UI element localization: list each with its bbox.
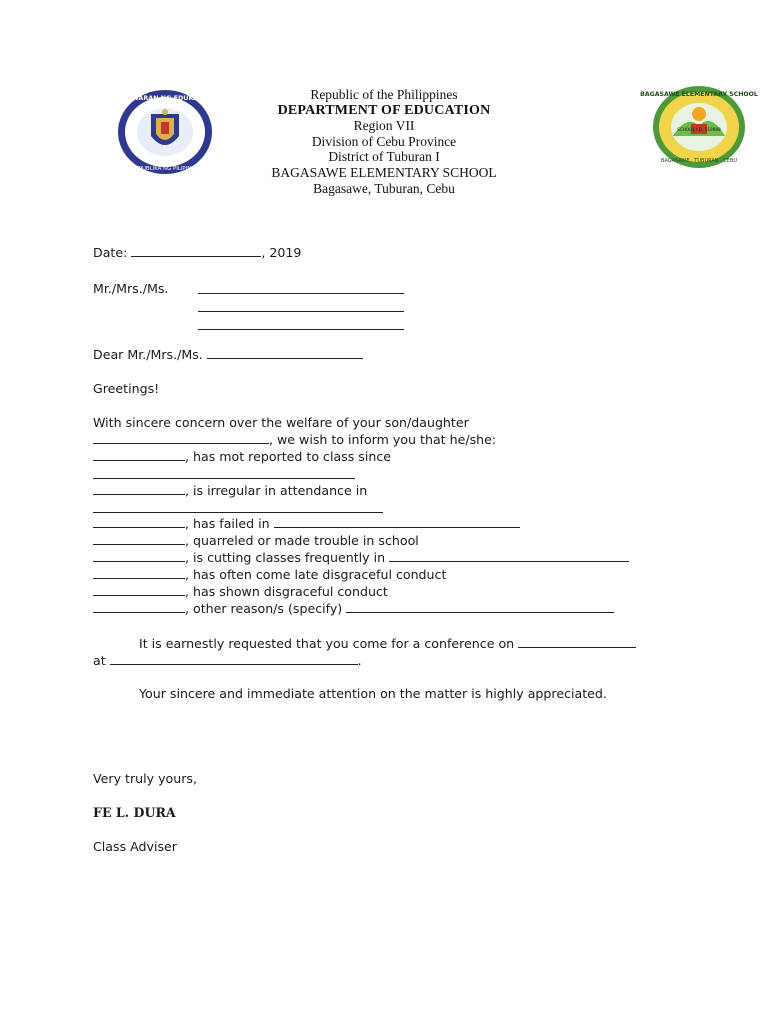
appreciation-line: Your sincere and immediate attention on the matter is highly appreciated. — [139, 686, 607, 701]
recipient-blank-2[interactable] — [198, 310, 404, 312]
item-line — [93, 601, 614, 616]
item-line — [93, 533, 419, 548]
item-line — [93, 516, 520, 531]
item-line — [93, 567, 446, 582]
request-text: It is earnestly requested that you come for a conference on — [139, 636, 515, 651]
request-at: at — [93, 653, 106, 668]
republic-line: Republic of the Philippines — [310, 87, 458, 102]
request-at-line — [93, 653, 362, 668]
item-check-blank[interactable] — [93, 584, 185, 596]
school-line: BAGASAWE ELEMENTARY SCHOOL — [271, 164, 497, 180]
recipient-line — [93, 281, 168, 296]
region-line: Region VII — [353, 118, 415, 134]
division-line: Division of Cebu Province — [311, 133, 457, 149]
request-end: . — [357, 653, 362, 668]
salutation-blank[interactable] — [207, 347, 363, 359]
salutation-line — [93, 347, 363, 362]
item-detail-blank[interactable] — [93, 511, 383, 513]
address-line: Bagasawe, Tuburan, Cebu — [313, 180, 455, 196]
school-seal-bottom-text: BAGASAWE , TUBURAN , CEBU — [660, 158, 738, 164]
item-text: , other reason/s (specify) — [185, 601, 343, 616]
item-detail-blank[interactable] — [274, 516, 520, 528]
item-text: , quarreled or made trouble in school — [185, 533, 419, 548]
item-check-blank[interactable] — [93, 449, 185, 461]
item-check-blank[interactable] — [93, 483, 185, 495]
intro-cont-line — [93, 432, 496, 447]
conference-date-blank[interactable] — [518, 636, 636, 648]
date-blank[interactable] — [131, 245, 261, 257]
child-name-blank[interactable] — [93, 432, 269, 444]
item-text: , has often come late disgraceful conduct — [185, 567, 447, 582]
item-line — [93, 550, 629, 565]
item-check-blank[interactable] — [93, 550, 185, 562]
school-seal-center-text: SCHOOL I.D. 119888 — [677, 127, 721, 132]
item-text: , is irregular in attendance in — [185, 483, 368, 498]
recipient-blank-1[interactable] — [198, 292, 404, 294]
item-detail-blank[interactable] — [346, 601, 614, 613]
item-detail-blank[interactable] — [389, 550, 629, 562]
request-line — [139, 636, 636, 651]
greeting: Greetings! — [93, 381, 160, 396]
item-check-blank[interactable] — [93, 601, 185, 613]
deped-seal-top-text: KAGAWARAN NG EDUKASYON — [111, 94, 219, 102]
recipient-label: Mr./Mrs./Ms. — [93, 281, 169, 296]
item-check-blank[interactable] — [93, 516, 185, 528]
school-seal-top-text: BAGASAWE ELEMENTARY SCHOOL — [640, 91, 758, 98]
item-text: , has shown disgraceful conduct — [185, 584, 388, 599]
item-text: , is cutting classes frequently in — [185, 550, 386, 565]
intro-line: With sincere concern over the welfare of your son/daughter — [93, 415, 469, 430]
deped-seal-bottom-text: REPUBLIKA NG PILIPINAS — [131, 166, 199, 172]
item-line — [93, 449, 391, 464]
department-line: DEPARTMENT OF EDUCATION — [277, 102, 491, 118]
date-label: Date: — [93, 245, 128, 260]
district-line: District of Tuburan I — [328, 149, 440, 165]
salutation-label: Dear Mr./Mrs./Ms. — [93, 347, 203, 362]
signatory-title: Class Adviser — [93, 839, 177, 854]
recipient-blank-3[interactable] — [198, 328, 404, 330]
conference-time-blank[interactable] — [110, 653, 358, 665]
intro-cont: , we wish to inform you that he/she: — [269, 432, 497, 447]
date-year: , 2019 — [261, 245, 302, 260]
letterhead — [0, 87, 768, 196]
item-check-blank[interactable] — [93, 533, 185, 545]
item-detail-blank[interactable] — [93, 477, 355, 479]
item-check-blank[interactable] — [93, 567, 185, 579]
item-text: , has mot reported to class since — [185, 449, 392, 464]
date-line — [93, 245, 301, 260]
item-line — [93, 584, 388, 599]
signatory-name: FE L. DURA — [93, 805, 176, 820]
item-line — [93, 483, 367, 498]
item-text: , has failed in — [185, 516, 270, 531]
closing-line: Very truly yours, — [93, 771, 197, 786]
